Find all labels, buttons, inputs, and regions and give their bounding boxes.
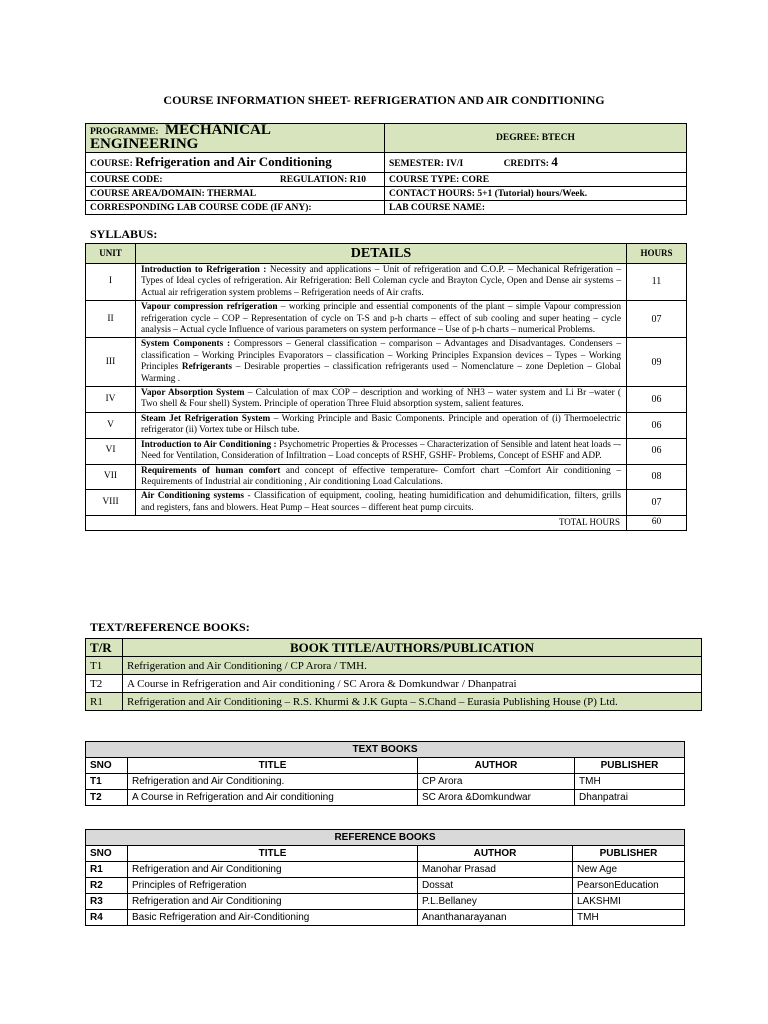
syllabus-row: [86, 438, 687, 464]
book-description: Refrigeration and Air Conditioning / CP Arora / TMH.: [123, 657, 702, 675]
book-sno: T1: [86, 774, 128, 790]
book-sno: T2: [86, 790, 128, 806]
total-hours-row: [86, 516, 687, 531]
reference-books-table: [85, 829, 685, 926]
total-hours-value: 60: [627, 516, 687, 531]
topic-heading: Refrigerants: [181, 362, 232, 373]
book-title: Refrigeration and Air Conditioning: [128, 894, 418, 910]
book-author: Dossat: [418, 878, 573, 894]
course-code-label: COURSE CODE:: [90, 174, 163, 185]
tr-body: [86, 657, 702, 711]
table-row: [86, 894, 685, 910]
course-info-table: [85, 123, 687, 215]
course-value: Refrigeration and Air Conditioning: [135, 153, 332, 169]
book-author: CP Arora: [418, 774, 575, 790]
topic-heading: Requirements of human comfort: [141, 465, 281, 476]
lab-name-cell: LAB COURSE NAME:: [385, 201, 687, 215]
programme-row: [86, 124, 687, 153]
unit-hours: 07: [627, 301, 687, 338]
book-sno: R4: [86, 910, 128, 926]
syllabus-row: [86, 264, 687, 301]
unit-number: I: [86, 264, 136, 301]
publisher-header: PUBLISHER: [575, 758, 685, 774]
topic-heading: Air Conditioning systems: [141, 491, 244, 502]
course-type-cell: COURSE TYPE: CORE: [385, 173, 687, 187]
book-title: Refrigeration and Air Conditioning: [128, 862, 418, 878]
topic-heading: Vapour compression refrigeration: [141, 302, 278, 313]
book-description: Refrigeration and Air Conditioning – R.S. Khurmi & J.K Gupta – S.Chand – Eurasia Publishing House (P) Ltd.: [123, 693, 702, 711]
unit-details: [136, 490, 627, 516]
tr-header: T/R: [86, 639, 123, 657]
syllabus-row: [86, 412, 687, 438]
unit-details: [136, 387, 627, 413]
publisher-header: PUBLISHER: [573, 846, 685, 862]
book-title: Refrigeration and Air Conditioning.: [128, 774, 418, 790]
book-author: SC Arora &Domkundwar: [418, 790, 575, 806]
topic-heading: Introduction to Refrigeration :: [141, 265, 267, 275]
unit-header: UNIT: [86, 244, 136, 264]
regulation-value: REGULATION: R10: [279, 174, 366, 185]
unit-details: [136, 438, 627, 464]
book-publisher: Dhanpatrai: [575, 790, 685, 806]
book-author: Manohar Prasad: [418, 862, 573, 878]
credits-value: 4: [551, 153, 558, 169]
topic-text: – Working Principle and Basic Components. Principle and operation of (i) Thermoelectric refrigerator (ii) Vortex tube or Hilsch tube.: [141, 413, 622, 436]
unit-details: [136, 412, 627, 438]
text-reference-heading: TEXT/REFERENCE BOOKS:: [90, 620, 250, 634]
course-label: COURSE:: [90, 158, 133, 169]
sno-header: SNO: [86, 846, 128, 862]
course-code-row: [86, 173, 687, 187]
book-author: P.L.Bellaney: [418, 894, 573, 910]
book-sno: R1: [86, 862, 128, 878]
text-books-caption: TEXT BOOKS: [86, 742, 685, 758]
book-author: Ananthanarayanan: [418, 910, 573, 926]
sno-header: SNO: [86, 758, 128, 774]
unit-number: III: [86, 338, 136, 387]
topic-text: and concept of effective temperature- Comfort chart –Comfort Air conditioning – Requirements of Industrial air conditioning , Air conditioning Load Calculations.: [141, 465, 621, 487]
unit-number: IV: [86, 387, 136, 413]
table-row: [86, 862, 685, 878]
book-title: A Course in Refrigeration and Air conditioning: [128, 790, 418, 806]
programme-cell: [86, 124, 385, 153]
unit-hours: 06: [627, 412, 687, 438]
table-row: [86, 910, 685, 926]
book-publisher: PearsonEducation: [573, 878, 685, 894]
unit-hours: 07: [627, 490, 687, 516]
total-hours-label: TOTAL HOURS: [86, 516, 627, 531]
text-reference-table: [85, 638, 702, 711]
book-title-header: BOOK TITLE/AUTHORS/PUBLICATION: [123, 639, 702, 657]
syllabus-row: [86, 490, 687, 516]
topic-text: Necessity and applications – Unit of refrigeration and C.O.P. – Mechanical Refrigeration – Types of Ideal cycles of refrigeration. Air Refrigeration: Bell Coleman cycle and Brayton Cycle, Open and Dense air systems – Actual air refrigeration system problems – Refrigeration needs of Air crafts.: [141, 265, 621, 298]
unit-hours: 09: [627, 338, 687, 387]
course-code-cell: [86, 173, 385, 187]
course-cell: [86, 153, 385, 173]
lab-code-cell: CORRESPONDING LAB COURSE CODE (IF ANY):: [86, 201, 385, 215]
topic-text: – working principle and essential components of the plant – simple Vapour compression refrigeration cycle – COP – Representation of cycle on T-S and p-h charts – effect of sub cooling and super heating – cycle analysis – Actual cycle Influence of various parameters on system performance – Use of p-h charts – numerical Problems.: [141, 302, 621, 336]
topic-text: Psychometric Properties & Processes – Characterization of Sensible and latent heat loads –- Need for Ventilation, Consideration of Infiltration – Load concepts of RSHF, GSHF- Problems, Concept of ESHF and ADP.: [141, 439, 621, 462]
topic-heading: Introduction to Air Conditioning :: [141, 439, 277, 450]
author-header: AUTHOR: [418, 758, 575, 774]
semester-cell: [385, 153, 687, 173]
topic-heading: Vapor Absorption System: [141, 388, 245, 399]
text-books-table: [85, 741, 685, 806]
unit-details: [136, 264, 627, 301]
degree-cell: DEGREE: BTECH: [385, 124, 687, 153]
book-sno: R3: [86, 894, 128, 910]
book-publisher: TMH: [573, 910, 685, 926]
programme-label: PROGRAMME:: [90, 127, 159, 137]
unit-number: VII: [86, 464, 136, 490]
book-publisher: New Age: [573, 862, 685, 878]
book-title: Basic Refrigeration and Air-Conditioning: [128, 910, 418, 926]
table-row: [86, 790, 685, 806]
reference-books-body: [86, 862, 685, 926]
text-books-caption-row: [86, 742, 685, 758]
details-header: DETAILS: [136, 244, 627, 264]
tr-row: [86, 675, 702, 693]
course-area-row: [86, 187, 687, 201]
unit-number: VIII: [86, 490, 136, 516]
hours-header: HOURS: [627, 244, 687, 264]
page-title: COURSE INFORMATION SHEET- REFRIGERATION AND AIR CONDITIONING: [163, 93, 605, 107]
book-description: A Course in Refrigeration and Air conditioning / SC Arora & Domkundwar / Dhanpatrai: [123, 675, 702, 693]
topic-text: Compressors – General classification – comparison – Advantages and Disadvantages. Condensers – classification – Working Principles Evaporators – classification – Working Principles Expansion devices – Types – Working Principles: [141, 339, 621, 373]
unit-hours: 08: [627, 464, 687, 490]
book-title: Principles of Refrigeration: [128, 878, 418, 894]
topic-text: – Calculation of max COP – description and working of NH3 – water system and Li Br –water ( Two shell & Four shell) System. Principle of operation Three Fluid absorption system, salient features.: [141, 388, 621, 410]
syllabus-row: [86, 464, 687, 490]
book-publisher: LAKSHMI: [573, 894, 685, 910]
credits-label: CREDITS:: [503, 158, 549, 169]
syllabus-header-row: [86, 244, 687, 264]
contact-hours-cell: CONTACT HOURS: 5+1 (Tutorial) hours/Week.: [385, 187, 687, 201]
semester-value: SEMESTER: IV/I: [389, 158, 464, 169]
unit-details: [136, 301, 627, 338]
lab-row: [86, 201, 687, 215]
unit-number: II: [86, 301, 136, 338]
tr-header-row: [86, 639, 702, 657]
book-publisher: TMH: [575, 774, 685, 790]
topic-text: – Desirable properties – classification refrigerants used – Nomenclature – zone Depletion – Global Warming .: [141, 362, 621, 384]
topic-text: - Classification of equipment, cooling, heating humidification and dehumidification, filters, grills and registers, fans and blowers. Heat Pump – Heat sources – different heat pump circuits.: [141, 491, 621, 513]
syllabus-row: [86, 338, 687, 387]
book-sno: R2: [86, 878, 128, 894]
programme-value: MECHANICAL ENGINEERING: [90, 123, 270, 152]
reference-books-header-row: [86, 846, 685, 862]
book-code: R1: [86, 693, 123, 711]
tr-row: [86, 693, 702, 711]
syllabus-row: [86, 387, 687, 413]
unit-number: VI: [86, 438, 136, 464]
course-area-cell: COURSE AREA/DOMAIN: THERMAL: [86, 187, 385, 201]
book-code: T1: [86, 657, 123, 675]
unit-hours: 11: [627, 264, 687, 301]
reference-books-caption: REFERENCE BOOKS: [86, 830, 685, 846]
syllabus-row: [86, 301, 687, 338]
course-row: [86, 153, 687, 173]
reference-books-caption-row: [86, 830, 685, 846]
syllabus-table: [85, 243, 687, 531]
author-header: AUTHOR: [418, 846, 573, 862]
text-books-body: [86, 774, 685, 806]
title-header: TITLE: [128, 758, 418, 774]
unit-number: V: [86, 412, 136, 438]
table-row: [86, 774, 685, 790]
unit-hours: 06: [627, 387, 687, 413]
table-row: [86, 878, 685, 894]
text-books-header-row: [86, 758, 685, 774]
topic-heading: Steam Jet Refrigeration System: [141, 413, 271, 424]
unit-details: [136, 338, 627, 387]
topic-heading: System Components :: [141, 339, 231, 350]
title-header: TITLE: [128, 846, 418, 862]
unit-details: [136, 464, 627, 490]
syllabus-heading: SYLLABUS:: [90, 227, 158, 241]
book-code: T2: [86, 675, 123, 693]
syllabus-body: [86, 264, 687, 516]
unit-hours: 06: [627, 438, 687, 464]
tr-row: [86, 657, 702, 675]
